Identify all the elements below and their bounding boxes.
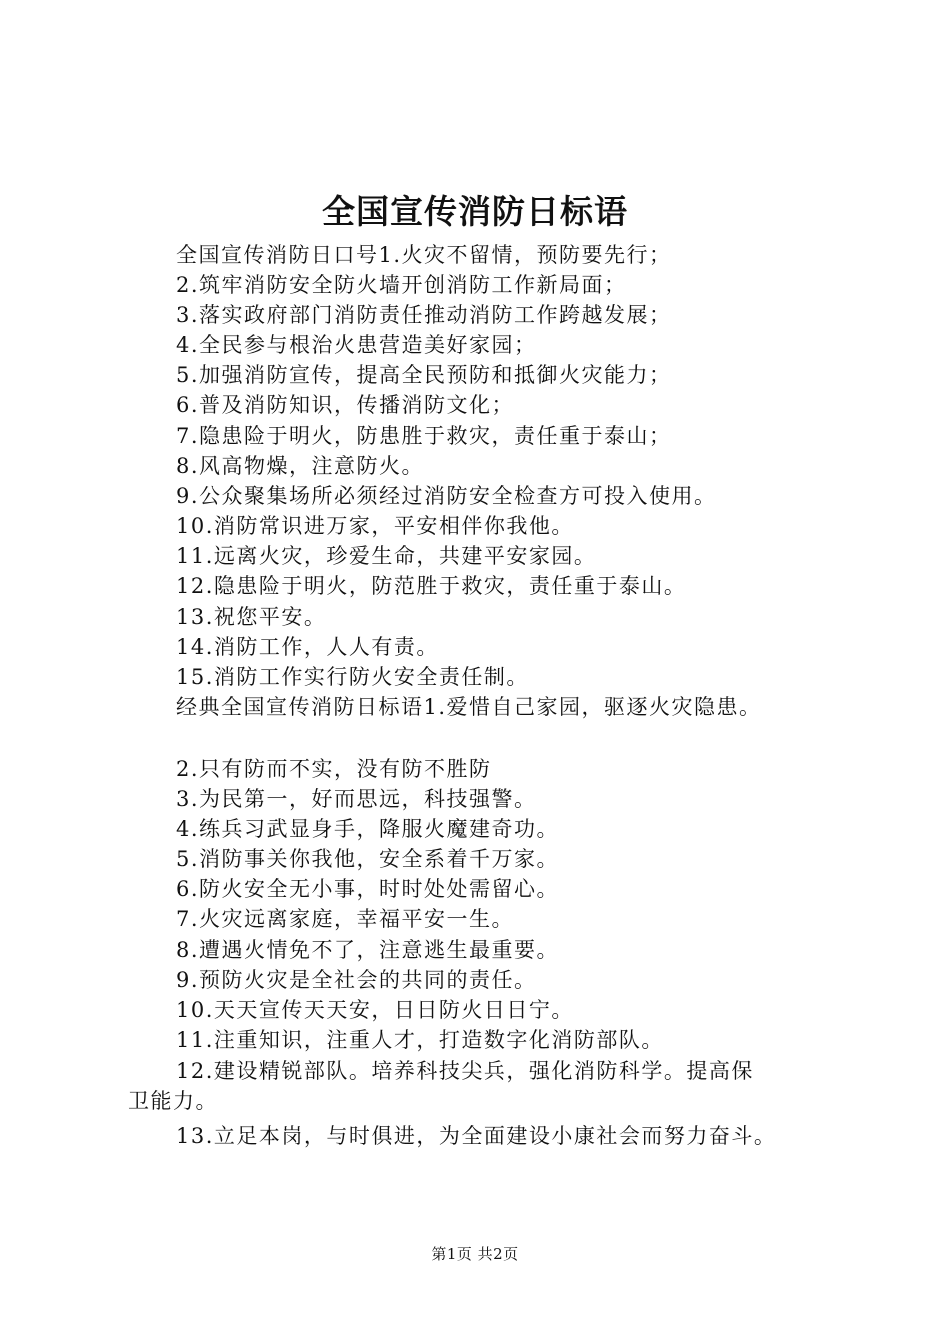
text-line: 7.隐患险于明火，防患胜于救灾，责任重于泰山； xyxy=(176,424,672,448)
text-line: 5.加强消防宣传，提高全民预防和抵御火灾能力； xyxy=(176,363,672,387)
text-line: 11.远离火灾，珍爱生命，共建平安家园。 xyxy=(176,544,597,568)
text-line: 15.消防工作实行防火安全责任制。 xyxy=(176,665,529,689)
text-line: 8.遭遇火情免不了，注意逃生最重要。 xyxy=(176,938,560,962)
text-line: 4.练兵习武显身手，降服火魔建奇功。 xyxy=(176,817,560,841)
text-line: 14.消防工作，人人有责。 xyxy=(176,635,439,659)
text-line: 12.建设精锐部队。培养科技尖兵，强化消防科学。提高保 xyxy=(176,1059,754,1083)
text-line: 9.预防火灾是全社会的共同的责任。 xyxy=(176,968,537,992)
text-line: 8.风高物燥，注意防火。 xyxy=(176,454,425,478)
text-line: 10.消防常识进万家，平安相伴你我他。 xyxy=(176,514,574,538)
page-footer: 第1页 共2页 xyxy=(431,1245,519,1263)
text-line: 13.祝您平安。 xyxy=(176,605,327,629)
text-line: 10.天天宣传天天安，日日防火日日宁。 xyxy=(176,998,574,1022)
text-line: 11.注重知识，注重人才，打造数字化消防部队。 xyxy=(176,1028,664,1052)
text-line: 4.全民参与根治火患营造美好家园； xyxy=(176,333,537,357)
text-line: 经典全国宣传消防日标语1.爱惜自己家园，驱逐火灾隐患。 xyxy=(176,695,762,719)
text-line: 6.普及消防知识，传播消防文化； xyxy=(176,393,515,417)
text-line: 3.落实政府部门消防责任推动消防工作跨越发展； xyxy=(176,303,672,327)
text-line: 全国宣传消防日口号1.火灾不留情，预防要先行； xyxy=(176,243,672,267)
document-title: 全国宣传消防日标语 xyxy=(322,192,628,231)
text-line: 卫能力。 xyxy=(128,1089,218,1113)
text-line: 3.为民第一，好而思远，科技强警。 xyxy=(176,787,537,811)
text-line: 6.防火安全无小事，时时处处需留心。 xyxy=(176,877,560,901)
text-line: 13.立足本岗，与时俱进，为全面建设小康社会而努力奋斗。 xyxy=(176,1124,777,1148)
text-line: 7.火灾远离家庭，幸福平安一生。 xyxy=(176,907,515,931)
text-line: 2.筑牢消防安全防火墙开创消防工作新局面； xyxy=(176,273,627,297)
text-line: 5.消防事关你我他，安全系着千万家。 xyxy=(176,847,560,871)
text-line: 9.公众聚集场所必须经过消防安全检查方可投入使用。 xyxy=(176,484,717,508)
text-line: 12.隐患险于明火，防范胜于救灾，责任重于泰山。 xyxy=(176,574,687,598)
text-line: 2.只有防而不实，没有防不胜防 xyxy=(176,757,492,781)
